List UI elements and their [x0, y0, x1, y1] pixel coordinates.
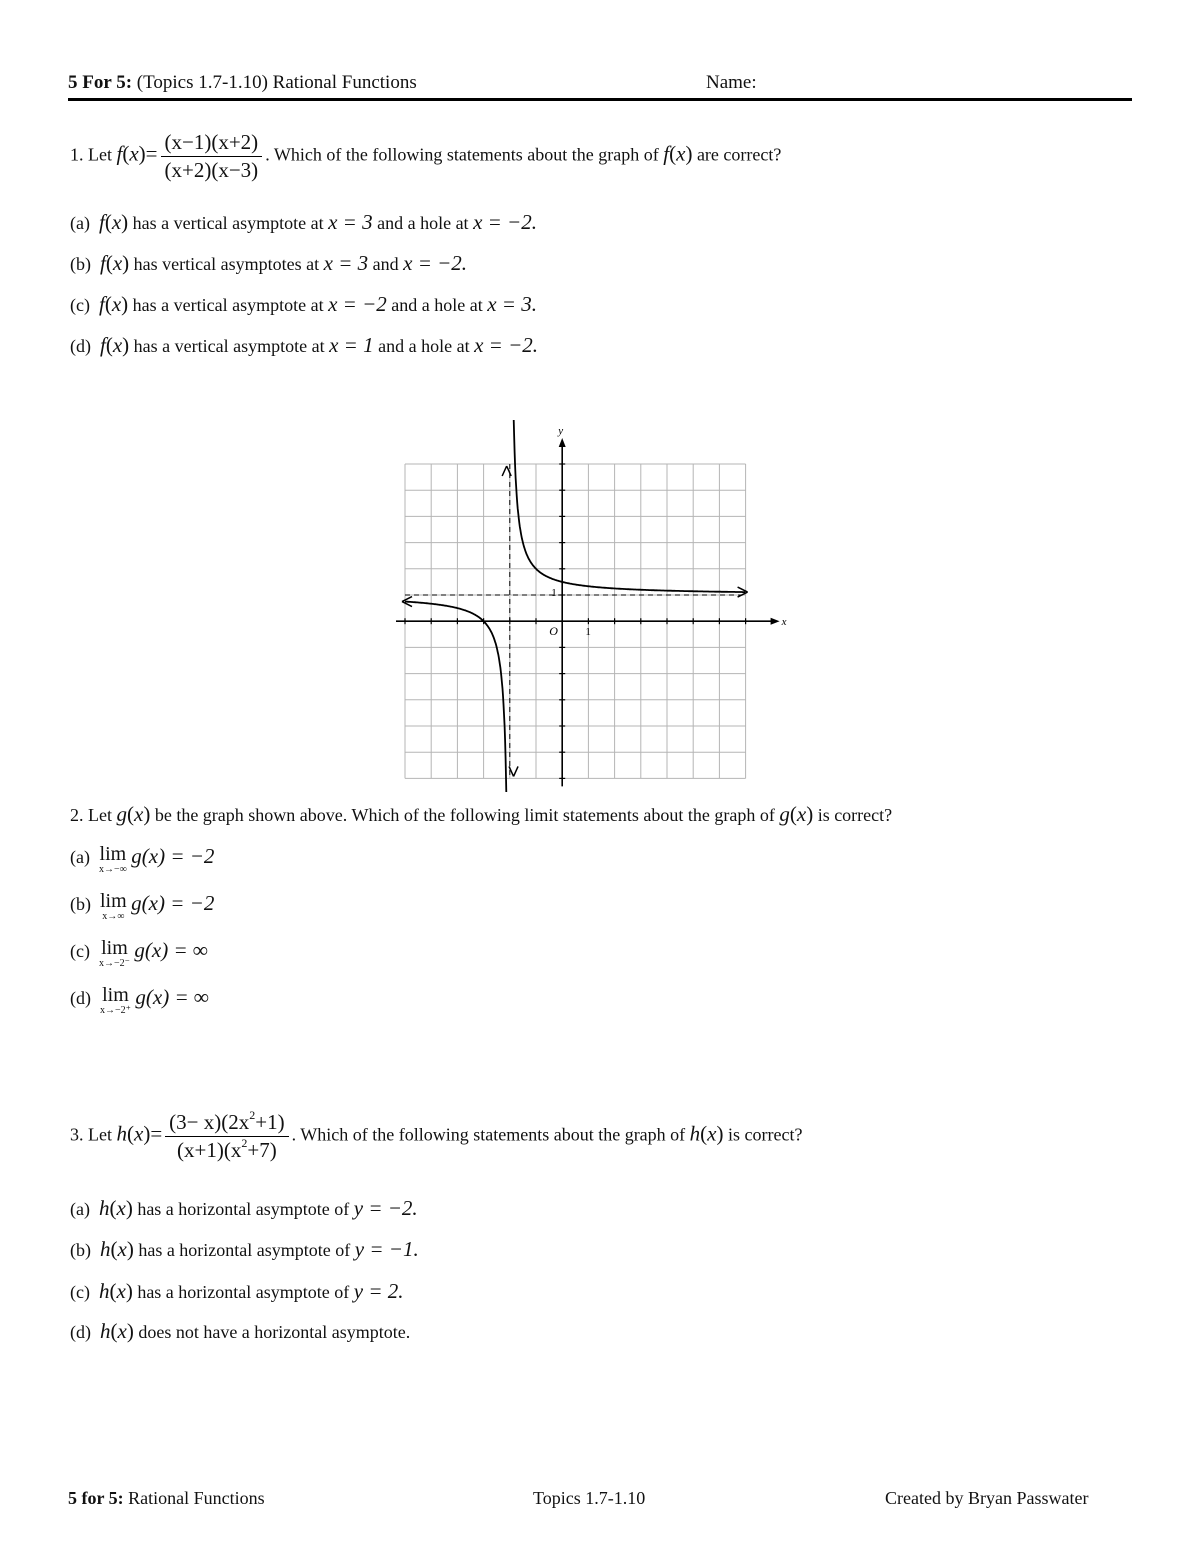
q1-number: 1.: [70, 144, 84, 165]
q1-fx-ref: f(x): [663, 141, 693, 166]
q1-numerator: (x−1)(x+2): [161, 130, 263, 157]
footer-left: 5 for 5: Rational Functions: [68, 1488, 265, 1508]
q3-option-d[interactable]: (d) h(x) does not have a horizontal asymptote.: [70, 1319, 411, 1343]
q1-tail2: are correct?: [696, 144, 782, 165]
q1-denominator: (x+2)(x−3): [164, 158, 259, 182]
title-text: (Topics 1.7-1.10) Rational Functions: [136, 72, 417, 93]
q3-fraction: [165, 1110, 288, 1163]
q3-denominator: $(x+1)(x^2+7)$: [177, 1136, 277, 1162]
q3-tail: . Which of the following statements about the graph of: [291, 1124, 686, 1145]
q1-option-a[interactable]: (a) f(x) has a vertical asymptote at x = 3 and a hole at x = −2.: [70, 210, 537, 234]
down-arrow-icon: [509, 766, 518, 776]
q1-option-b[interactable]: (b) f(x) has vertical asymptotes at x = 3 and x = −2.: [70, 251, 468, 275]
q1-prompt: [70, 130, 781, 183]
y-tick-label-1: 1: [551, 587, 557, 599]
q1-option-c[interactable]: (c) f(x) has a vertical asymptote at x = −2 and a hole at x = 3.: [70, 292, 537, 316]
header-rule: [68, 98, 1132, 101]
y-axis-arrow-icon: [559, 438, 566, 447]
limit-b: lim x→∞: [100, 890, 127, 922]
footer-right: Created by Bryan Passwater: [885, 1488, 1089, 1508]
q1-option-d[interactable]: (d) f(x) has a vertical asymptote at x = 1 and a hole at x = −2.: [70, 333, 538, 357]
worksheet-title: [68, 72, 417, 94]
x-tick-label-1: 1: [585, 626, 591, 639]
q2-option-c[interactable]: (c) lim x→−2⁻ g(x) = ∞: [70, 937, 208, 969]
footer-center: Topics 1.7-1.10: [533, 1488, 646, 1508]
limit-d: lim x→−2⁺: [100, 984, 131, 1016]
name-label: Name:: [706, 72, 757, 93]
graph-curves: [402, 420, 748, 792]
q1-fx: f(x)=: [116, 141, 158, 166]
q2-option-b[interactable]: (b) lim x→∞ g(x) = −2: [70, 890, 215, 922]
q2-prompt: 2. Let g(x) be the graph shown above. Which of the following limit statements about the graph of g(x) is correct?: [70, 802, 893, 826]
q1-let: Let: [88, 144, 112, 165]
q2-option-a[interactable]: (a) lim x→−∞ g(x) = −2: [70, 843, 215, 875]
q2-tail: be the graph shown above. Which of the following limit statements about the graph of: [154, 805, 775, 825]
q3-option-a[interactable]: (a) h(x) has a horizontal asymptote of y = −2.: [70, 1196, 418, 1220]
title-bold: 5 For 5:: [68, 72, 133, 93]
q3-option-c[interactable]: (c) h(x) has a horizontal asymptote of y = 2.: [70, 1279, 404, 1303]
q1-fraction: [161, 130, 263, 183]
limit-c: lim x→−2⁻: [98, 937, 130, 969]
q3-prompt: 3. Let h(x)= $\frac{(3- x)(2x^2+1)}{(x+1)(x^2+7)}$ . Which of the following statements about the graph of h(x) is correct?: [70, 1108, 803, 1162]
q1-tail: . Which of the following statements about the graph of: [265, 144, 659, 165]
x-axis-arrow-icon: [771, 618, 780, 625]
y-axis-label: y: [558, 425, 564, 437]
x-axis-label: x: [781, 616, 787, 629]
right-branch-curve: [514, 420, 746, 592]
origin-label: O: [549, 624, 558, 639]
q2-option-d[interactable]: (d) lim x→−2⁺ g(x) = ∞: [70, 984, 209, 1016]
q3-option-b[interactable]: (b) h(x) has a horizontal asymptote of y = −1.: [70, 1237, 419, 1261]
q3-numerator: $(3- x)(2x^2+1)$: [165, 1110, 288, 1137]
left-branch-curve: [405, 602, 507, 793]
limit-a: lim x→−∞: [98, 843, 127, 875]
rational-function-graph: [390, 420, 790, 792]
